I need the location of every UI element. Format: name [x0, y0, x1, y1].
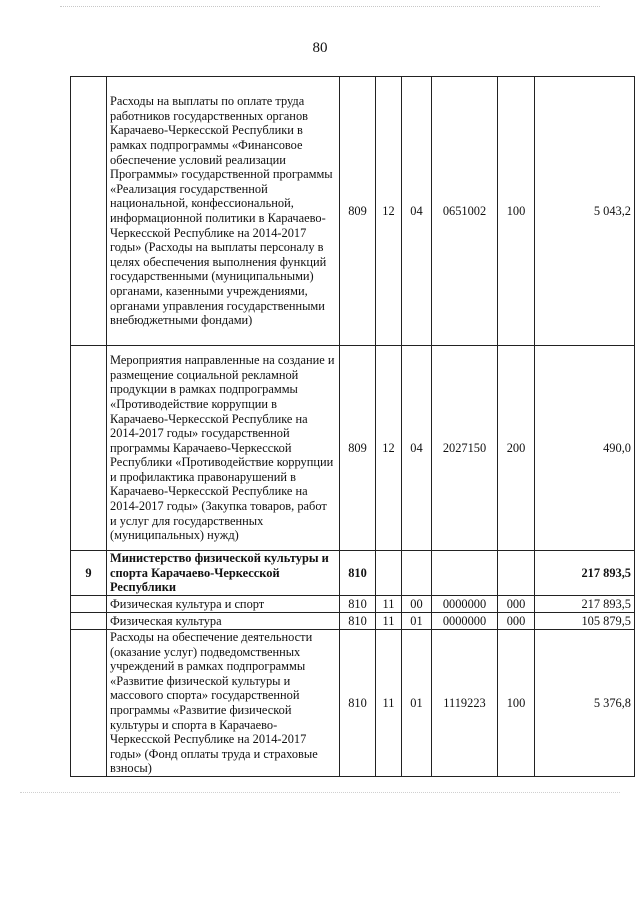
ministry-code: 809 — [340, 346, 376, 551]
expense-type-code: 100 — [498, 630, 535, 777]
subsection-code: 01 — [402, 613, 432, 630]
row-number — [71, 77, 107, 346]
subsection-code: 04 — [402, 346, 432, 551]
subsection-code — [402, 551, 432, 596]
amount: 217 893,5 — [535, 596, 635, 613]
amount: 5 043,2 — [535, 77, 635, 346]
target-article-code: 0000000 — [432, 613, 498, 630]
section-code: 11 — [376, 596, 402, 613]
row-number — [71, 630, 107, 777]
scan-artifact-top — [60, 6, 600, 11]
row-description: Мероприятия направленные на создание и размещение социальной рекламной продукции в рамках подпрограммы «Противодействие коррупции в Карачаево-Черкесской Республике на 2014-2017 годы» государственной программы Карачаево-Черкесской Республики «Противодействие коррупции и профилактика правонарушений в Карачаево-Черкесской Республике на 2014-2017 годы» (Закупка товаров, работ и услуг для государственных (муниципальных) нужд) — [107, 346, 340, 551]
row-description: Физическая культура и спорт — [107, 596, 340, 613]
row-description: Расходы на обеспечение деятельности (оказание услуг) подведомственных учреждений в рамках подпрограммы «Развитие физической культуры и массового спорта» государственной программы «Развитие физической культуры и спорта в Карачаево-Черкесской Республике на 2014-2017 годы» (Фонд оплаты труда и страховые взносы) — [107, 630, 340, 777]
table-row-ministry — [71, 551, 635, 596]
scan-artifact-bottom — [20, 792, 620, 797]
table-row — [71, 630, 635, 777]
amount: 490,0 — [535, 346, 635, 551]
ministry-code: 809 — [340, 77, 376, 346]
expense-type-code: 000 — [498, 596, 535, 613]
table-row — [71, 346, 635, 551]
section-code: 12 — [376, 77, 402, 346]
row-number: 9 — [71, 551, 107, 596]
row-number — [71, 613, 107, 630]
expense-type-code: 200 — [498, 346, 535, 551]
ministry-code: 810 — [340, 613, 376, 630]
expense-type-code: 100 — [498, 77, 535, 346]
target-article-code: 0651002 — [432, 77, 498, 346]
ministry-code: 810 — [340, 551, 376, 596]
row-description: Министерство физической культуры и спорта Карачаево-Черкесской Республики — [107, 551, 340, 596]
table-row — [71, 613, 635, 630]
ministry-code: 810 — [340, 596, 376, 613]
expense-type-code — [498, 551, 535, 596]
target-article-code — [432, 551, 498, 596]
target-article-code: 2027150 — [432, 346, 498, 551]
target-article-code: 0000000 — [432, 596, 498, 613]
page-number: 80 — [312, 40, 328, 56]
table-row — [71, 596, 635, 613]
table-row — [71, 77, 635, 346]
amount: 105 879,5 — [535, 613, 635, 630]
subsection-code: 01 — [402, 630, 432, 777]
row-description: Расходы на выплаты по оплате труда работников государственных органов Карачаево-Черкесской Республики в рамках подпрограммы «Финансовое обеспечение условий реализации Программы» государственной программы «Реализация государственной национальной, конфессиональной, информационной политики в Карачаево-Черкесской Республике на 2014-2017 годы» (Расходы на выплаты персоналу в целях обеспечения выполнения функций государственными (муниципальными) органами, казенными учреждениями, органами управления государственными внебюджетными фондами) — [107, 77, 340, 346]
budget-table — [70, 76, 635, 777]
subsection-code: 04 — [402, 77, 432, 346]
section-code: 11 — [376, 630, 402, 777]
ministry-code: 810 — [340, 630, 376, 777]
expense-type-code: 000 — [498, 613, 535, 630]
section-code: 11 — [376, 613, 402, 630]
amount: 217 893,5 — [535, 551, 635, 596]
row-number — [71, 346, 107, 551]
target-article-code: 1119223 — [432, 630, 498, 777]
row-description: Физическая культура — [107, 613, 340, 630]
row-number — [71, 596, 107, 613]
subsection-code: 00 — [402, 596, 432, 613]
amount: 5 376,8 — [535, 630, 635, 777]
section-code: 12 — [376, 346, 402, 551]
section-code — [376, 551, 402, 596]
